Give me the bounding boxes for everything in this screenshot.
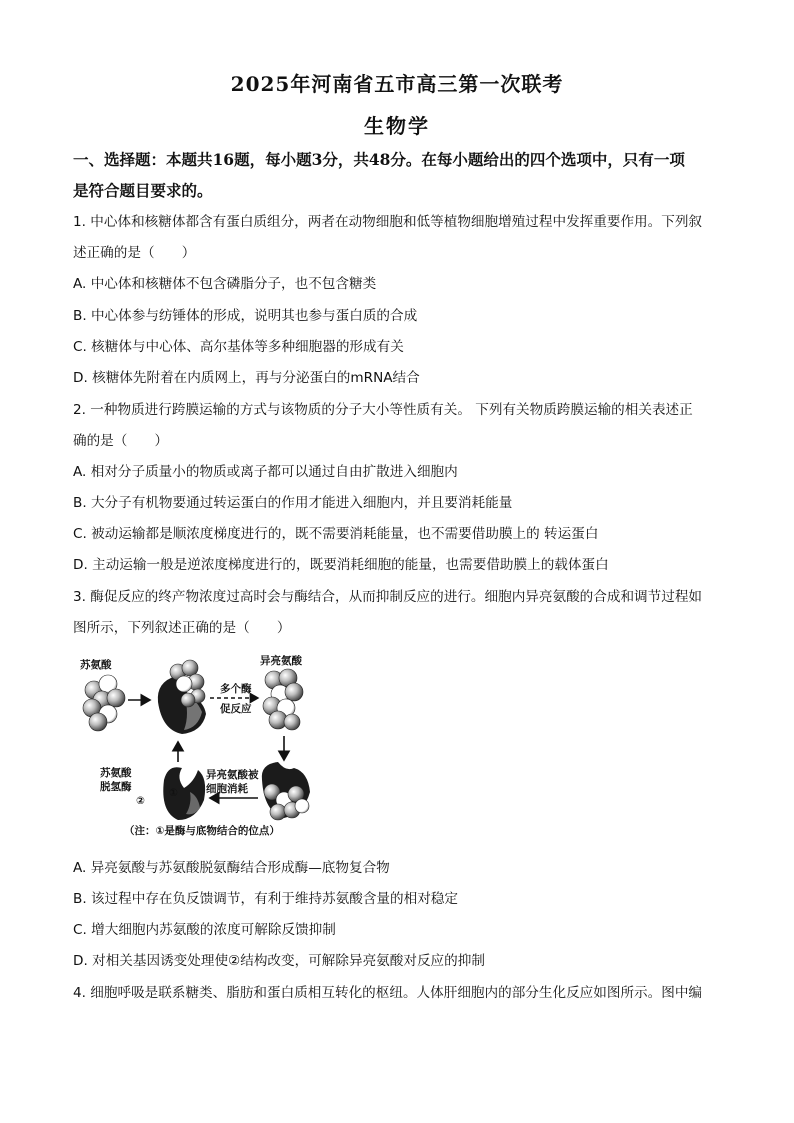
q1-option-b: B. 中心体参与纺锤体的形成，说明其也参与蛋白质的合成 (73, 308, 418, 324)
q2-stem-line1: 2. 一种物质进行跨膜运输的方式与该物质的分子大小等性质有关。 下列有关物质跨膜运输的相关表述正 (73, 402, 693, 418)
q3-option-d: D. 对相关基因诱变处理使②结构改变，可解除异亮氨酸对反应的抑制 (73, 953, 485, 969)
label-isoleucine: 异亮氨酸 (260, 655, 302, 667)
q2-option-c: C. 被动运输都是顺浓度梯度进行的，既不需要消耗能量，也不需要借助膜上的 转运蛋白 (73, 526, 599, 542)
q3-stem-line1: 3. 酶促反应的终产物浓度过高时会与酶结合，从而抑制反应的进行。细胞内异亮氨酸的合成和调节过程如 (73, 589, 703, 605)
label-multi-enzyme-2: 促反应 (220, 703, 252, 715)
q2-option-a: A. 相对分子质量小的物质或离子都可以通过自由扩散进入细胞内 (73, 464, 458, 480)
section-heading-line1: 一、选择题：本题共16题，每小题3分，共48分。在每小题给出的四个选项中，只有一项 (73, 150, 685, 169)
figure-note: （注：①是酶与底物结合的位点） (124, 825, 280, 837)
section-heading-line2: 是符合题目要求的。 (73, 181, 213, 200)
label-consumed-2: 细胞消耗 (206, 783, 248, 795)
label-site1: ① (169, 787, 178, 799)
q3-stem-line2: 图所示，下列叙述正确的是（ ） (73, 620, 291, 636)
label-consumed-1: 异亮氨酸被 (206, 769, 259, 781)
label-site2: ② (136, 795, 145, 807)
q1-option-c: C. 核糖体与中心体、高尔基体等多种细胞器的形成有关 (73, 339, 404, 355)
label-enzyme-1: 苏氨酸 (100, 767, 132, 779)
q3-option-b: B. 该过程中存在负反馈调节，有利于维持苏氨酸含量的相对稳定 (73, 891, 458, 907)
subject-title: 生物学 (364, 114, 430, 138)
q1-option-d: D. 核糖体先附着在内质网上，再与分泌蛋白的mRNA结合 (73, 370, 420, 386)
exam-title: 2025年河南省五市高三第一次联考 (230, 72, 564, 96)
q3-option-a: A. 异亮氨酸与苏氨酸脱氨酶结合形成酶—底物复合物 (73, 860, 390, 876)
q1-option-a: A. 中心体和核糖体不包含磷脂分子，也不包含糖类 (73, 276, 377, 292)
q1-stem-line2: 述正确的是（ ） (73, 245, 196, 261)
label-threonine: 苏氨酸 (80, 659, 112, 671)
label-enzyme-2: 脱氢酶 (100, 781, 132, 793)
enzyme-substrate-complex (158, 660, 206, 734)
threonine-molecule (83, 675, 125, 731)
label-multi-enzyme-1: 多个酶 (220, 683, 252, 695)
inhibited-enzyme-complex (262, 762, 310, 820)
q2-option-d: D. 主动运输一般是逆浓度梯度进行的，既要消耗细胞的能量，也需要借助膜上的载体蛋白 (73, 557, 609, 573)
q4-stem-line1: 4. 细胞呼吸是联系糖类、脂肪和蛋白质相互转化的枢纽。人体肝细胞内的部分生化反应如图所示。图中编 (73, 985, 703, 1001)
enzyme-feedback-figure (72, 652, 342, 842)
enzyme-feedback-diagram (72, 652, 342, 842)
q1-stem-line1: 1. 中心体和核糖体都含有蛋白质组分，两者在动物细胞和低等植物细胞增殖过程中发挥重要作用。下列叙 (73, 214, 703, 230)
isoleucine-molecule (263, 669, 303, 730)
q3-option-c: C. 增大细胞内苏氨酸的浓度可解除反馈抑制 (73, 922, 336, 938)
q2-option-b: B. 大分子有机物要通过转运蛋白的作用才能进入细胞内，并且要消耗能量 (73, 495, 513, 511)
q2-stem-line2: 确的是（ ） (73, 433, 169, 449)
